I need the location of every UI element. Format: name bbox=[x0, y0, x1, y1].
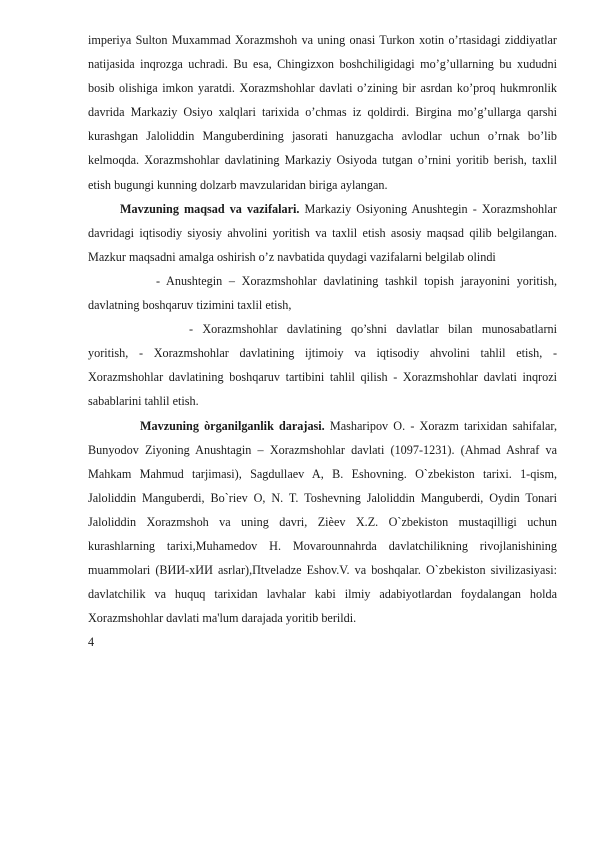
literature-heading: Mavzuning òrganilganlik darajasi. bbox=[140, 418, 325, 433]
literature-paragraph bbox=[88, 414, 557, 631]
task-list-item-1: - Anushtegin – Xorazmshohlar davlatining tashkil topish jarayonini yoritish, davlatning boshqaruv tizimini taxlil etish, bbox=[88, 273, 557, 313]
goals-paragraph bbox=[88, 197, 557, 269]
page-number: 4 bbox=[88, 635, 95, 650]
task-list-items: - Xorazmshohlar davlatining qo’shni davlatlar bilan munosabatlarni yoritish, - Xorazmshohlar davlatining ijtimoiy va iqtisodiy ahvolini tahlil etish, - Xorazmshohlar davlatining boshqaruv tartibini tahlil qilish - Xorazmshohlar davlati inqrozi sabablarini tahlil etish. bbox=[88, 322, 557, 409]
goals-body: Markaziy Osiyoning Anushtegin - Xorazmshohlar davridagi iqtisodiy siyosiy ahvolini yoritish va taxlil etish asosiy maqsad qilib belgilangan. Mazkur maqsadni amalga oshirish o’z navbatida quydagi vazifalarni belgilab olindi bbox=[88, 201, 557, 264]
document-page bbox=[88, 28, 557, 654]
intro-paragraph: imperiya Sulton Muxammad Xorazmshoh va uning onasi Turkon xotin o’rtasidagi ziddiyatlar natijasida inqrozga uchradi. Bu esa, Chingizxon boshchiligidagi mo’g’ullarning bu xududni bosib olishiga imkon yaratdi. Xorazmshohlar davlati o’zining bir asrdan ko’proq hukmronlik davrida Markaziy Osiyo xalqlari tarixida o’chmas iz qoldirdi. Birgina mo’g’ullarga qarshi kurashgan Jaloliddin Manguberdining jasorati hanuzgacha avlodlar uchun o’rnak bo’lib kelmoqda. Xorazmshohlar davlatining Markaziy Osiyoda tutgan o’rnini yoritib berish, taxlil etish bugungi kunning dolzarb mavzularidan biriga aylangan. bbox=[88, 33, 557, 192]
literature-body: Masharipov O. - Xorazm tarixidan sahifalar, Bunyodov Ziyoning Anushtagin – Xorazmshohlar davlati (1097-1231). (Ahmad Ashraf va Mahkam Mahmud tarjimasi), Sagdullaev A, B. Eshovning. O`zbekiston tarixi. 1-qism, Jaloliddin Manguberdi, Bo`riev O, N. T. Toshevning Jaloliddin Manguberdi, Oydin Tonari Jaloliddin Xorazmshoh va uning davri, Ziѐev X.Z. O`zbekiston mustaqilligi uchun kurashlarning tarixi,Muhamedov H. Movarounnahrda davlatchilikning rivojlanishining muammolari (BИИ-xИИ asrlar),Пtveladze Eshov.V. va boshqalar. O`zbekiston sivilizasiyasi: davlatchilik va huquq tarixidan lavhalar kabi ilmiy adabiyotlardan foydalangan holda Xorazmshohlar davlati ma'lum darajada yoritib berildi. bbox=[88, 418, 557, 626]
goals-heading: Mavzuning maqsad va vazifalari. bbox=[120, 201, 300, 216]
